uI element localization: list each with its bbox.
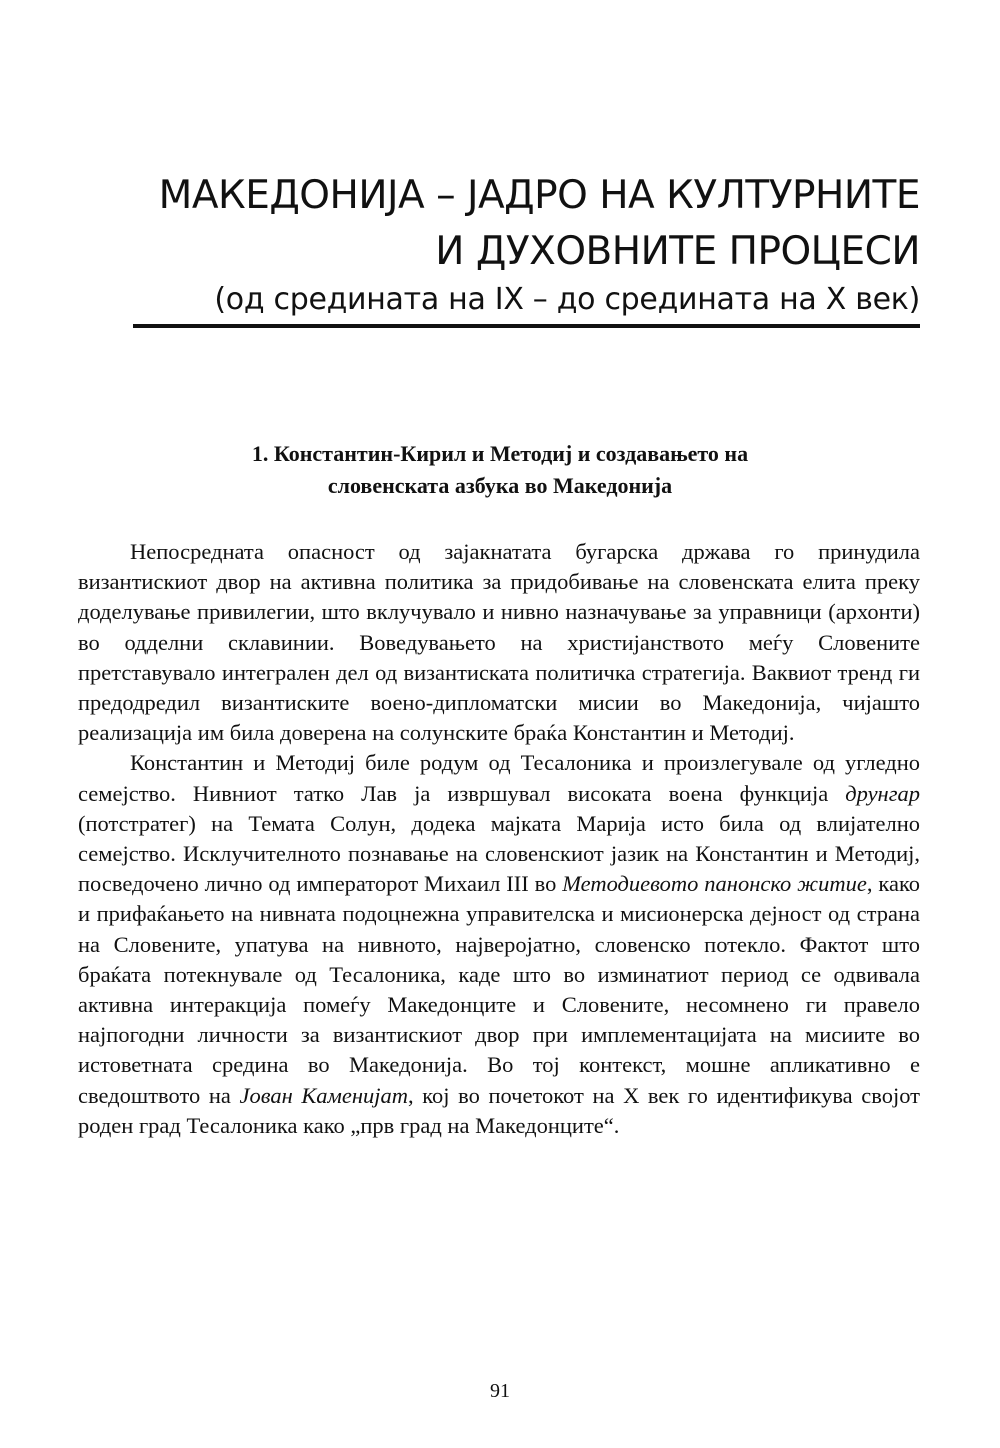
paragraph-2-text-a: Константин и Методиј биле родум од Тесалоника и произлегувале од угледно семејство. Нивниот татко Лав ја извршувал високата воена функција bbox=[78, 750, 920, 806]
italic-term-drungar: друнгар bbox=[845, 780, 920, 806]
header-divider bbox=[133, 324, 920, 328]
paragraph-2-text-d: , кој во почетокот на X век го идентификува својот роден град Тесалоника како „прв град на Македонците“. bbox=[78, 1082, 920, 1138]
chapter-title-line-1: МАКЕДОНИЈА – ЈАДРО НА КУЛТУРНИТЕ bbox=[158, 173, 920, 218]
section-heading-line-2: словенската азбука во Македонија bbox=[327, 473, 673, 498]
italic-title-methodius-life: Методиевото панонско житие bbox=[562, 871, 867, 897]
body-text bbox=[78, 537, 920, 1141]
paragraph-2 bbox=[78, 748, 920, 1141]
paragraph-2-text-c: , како и прифаќањето на нивната подоцнежна управителска и мисионерска дејност од страна на Словените, упатува на нивното, најверојатно, словенско потекло. Фактот што браќата потекнувале од Тесалоника, каде што во изминатиот период се одвивала активна интеракција помеѓу Македонците и Словените, несомнено ги правело најпогодни личности за византискиот двор при имплементацијата на мисиите во истоветната средина во Македонија. Во тој контекст, мошне апликативно е сведоштвото на bbox=[78, 871, 920, 1108]
section-heading-line-1: 1. Константин-Кирил и Методиј и создавањето на bbox=[251, 441, 749, 466]
paragraph-1: Непосредната опасност од зајакнатата бугарска држава го принудила византискиот двор на активна политика за придобивање на словенската елита преку доделување привилегии, што вклучувало и нивно назначување за управници (архонти) во одделни склавинии. Воведувањето на христијанството меѓу Словените претставувало интегрален дел од византиската политичка стратегија. Ваквиот тренд ги предодредил византиските военo-дипломатски мисии во Македонија, чијашто реализација им била доверена на солунските браќа Константин и Методиј. bbox=[78, 539, 920, 746]
chapter-title-line-2: И ДУХОВНИТЕ ПРОЦЕСИ bbox=[435, 229, 920, 274]
page-number: 91 bbox=[490, 1380, 510, 1402]
section-heading bbox=[80, 438, 920, 502]
italic-name-kameniates: Јован Каменијат bbox=[239, 1082, 409, 1108]
paragraph-2-text-b: (потстратег) на Темата Солун, додека мајката Марија исто била од влијателно семејство. Исклучителното познавање на словенскиот јазик на Константин и Методиј, посведочено лично од императорот Михаил III во bbox=[78, 810, 920, 897]
chapter-subtitle: (од средината на IX – до средината на X век) bbox=[214, 282, 920, 317]
chapter-header bbox=[130, 168, 920, 320]
